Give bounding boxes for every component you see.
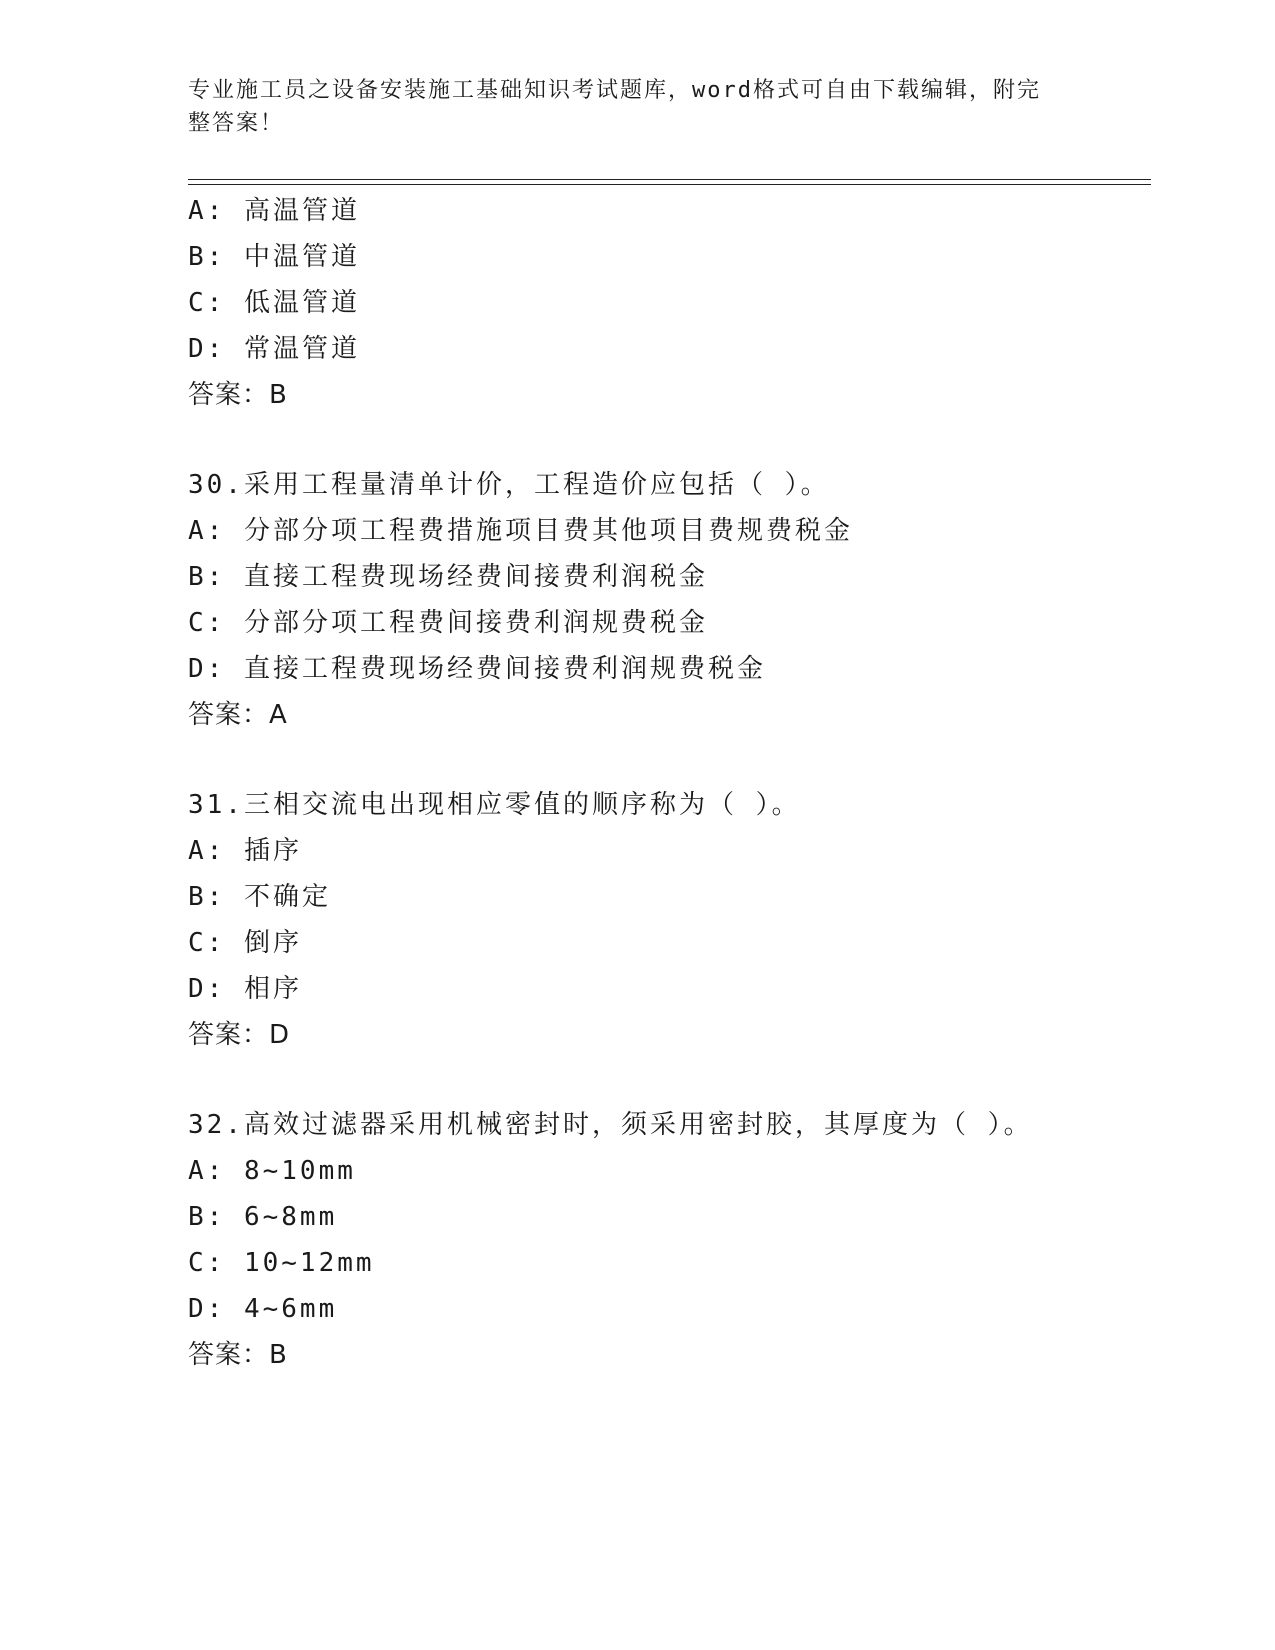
option-prefix: D: bbox=[188, 974, 226, 1004]
header-divider-top bbox=[188, 179, 1151, 180]
option-text: 4~6mm bbox=[243, 1294, 338, 1324]
question-stem: 31.三相交流电出现相应零值的顺序称为（ ）。 bbox=[188, 790, 801, 820]
option-text: 相序 bbox=[243, 974, 302, 1004]
option-prefix: C: bbox=[188, 288, 226, 318]
answer-line: 答案：D bbox=[188, 1020, 291, 1050]
option-a bbox=[188, 828, 1151, 874]
option-text: 常温管道 bbox=[243, 334, 360, 364]
option-a bbox=[188, 188, 1151, 234]
header-divider-bottom bbox=[188, 184, 1151, 185]
option-prefix: A: bbox=[188, 516, 226, 546]
option-b bbox=[188, 554, 1151, 600]
option-prefix: D: bbox=[188, 1294, 226, 1324]
option-b bbox=[188, 1194, 1151, 1240]
option-prefix: B: bbox=[188, 562, 226, 592]
option-prefix: A: bbox=[188, 1156, 226, 1186]
question-stem: 30.采用工程量清单计价，工程造价应包括（ ）。 bbox=[188, 470, 830, 500]
option-text: 8~10mm bbox=[243, 1156, 356, 1186]
question-block-32 bbox=[188, 1102, 1151, 1378]
option-text: 分部分项工程费措施项目费其他项目费规费税金 bbox=[243, 516, 853, 546]
option-c bbox=[188, 600, 1151, 646]
option-text: 直接工程费现场经费间接费利润规费税金 bbox=[243, 654, 766, 684]
header-line-2: 整答案！ bbox=[188, 111, 285, 136]
option-text: 直接工程费现场经费间接费利润税金 bbox=[243, 562, 708, 592]
option-prefix: C: bbox=[188, 928, 226, 958]
answer-line: 答案：A bbox=[188, 700, 288, 730]
document-header bbox=[188, 74, 1068, 140]
option-c bbox=[188, 920, 1151, 966]
option-d bbox=[188, 646, 1151, 692]
option-text: 中温管道 bbox=[243, 242, 360, 272]
option-c bbox=[188, 1240, 1151, 1286]
option-prefix: B: bbox=[188, 242, 226, 272]
spacer bbox=[188, 1058, 1151, 1102]
option-prefix: D: bbox=[188, 654, 226, 684]
option-text: 高温管道 bbox=[243, 196, 360, 226]
question-block-partial bbox=[188, 188, 1151, 418]
option-text: 分部分项工程费间接费利润规费税金 bbox=[243, 608, 708, 638]
option-prefix: A: bbox=[188, 836, 226, 866]
option-text: 不确定 bbox=[243, 882, 331, 912]
option-a bbox=[188, 1148, 1151, 1194]
option-prefix: A: bbox=[188, 196, 226, 226]
question-list bbox=[188, 188, 1151, 1378]
option-text: 10~12mm bbox=[243, 1248, 375, 1278]
answer-line: 答案：B bbox=[188, 380, 288, 410]
spacer bbox=[188, 738, 1151, 782]
option-text: 6~8mm bbox=[243, 1202, 338, 1232]
option-text: 倒序 bbox=[243, 928, 302, 958]
answer-line: 答案：B bbox=[188, 1340, 288, 1370]
question-block-31 bbox=[188, 782, 1151, 1058]
option-prefix: C: bbox=[188, 608, 226, 638]
option-prefix: C: bbox=[188, 1248, 226, 1278]
question-stem: 32.高效过滤器采用机械密封时，须采用密封胶，其厚度为（ ）。 bbox=[188, 1110, 1033, 1140]
option-b bbox=[188, 874, 1151, 920]
option-text: 低温管道 bbox=[243, 288, 360, 318]
option-d bbox=[188, 1286, 1151, 1332]
option-text: 插序 bbox=[243, 836, 302, 866]
option-d bbox=[188, 326, 1151, 372]
option-a bbox=[188, 508, 1151, 554]
question-block-30 bbox=[188, 462, 1151, 738]
option-prefix: B: bbox=[188, 882, 226, 912]
option-b bbox=[188, 234, 1151, 280]
option-d bbox=[188, 966, 1151, 1012]
option-prefix: B: bbox=[188, 1202, 226, 1232]
option-prefix: D: bbox=[188, 334, 226, 364]
spacer bbox=[188, 418, 1151, 462]
option-c bbox=[188, 280, 1151, 326]
header-line-1: 专业施工员之设备安装施工基础知识考试题库，word格式可自由下载编辑，附完 bbox=[188, 78, 1041, 103]
